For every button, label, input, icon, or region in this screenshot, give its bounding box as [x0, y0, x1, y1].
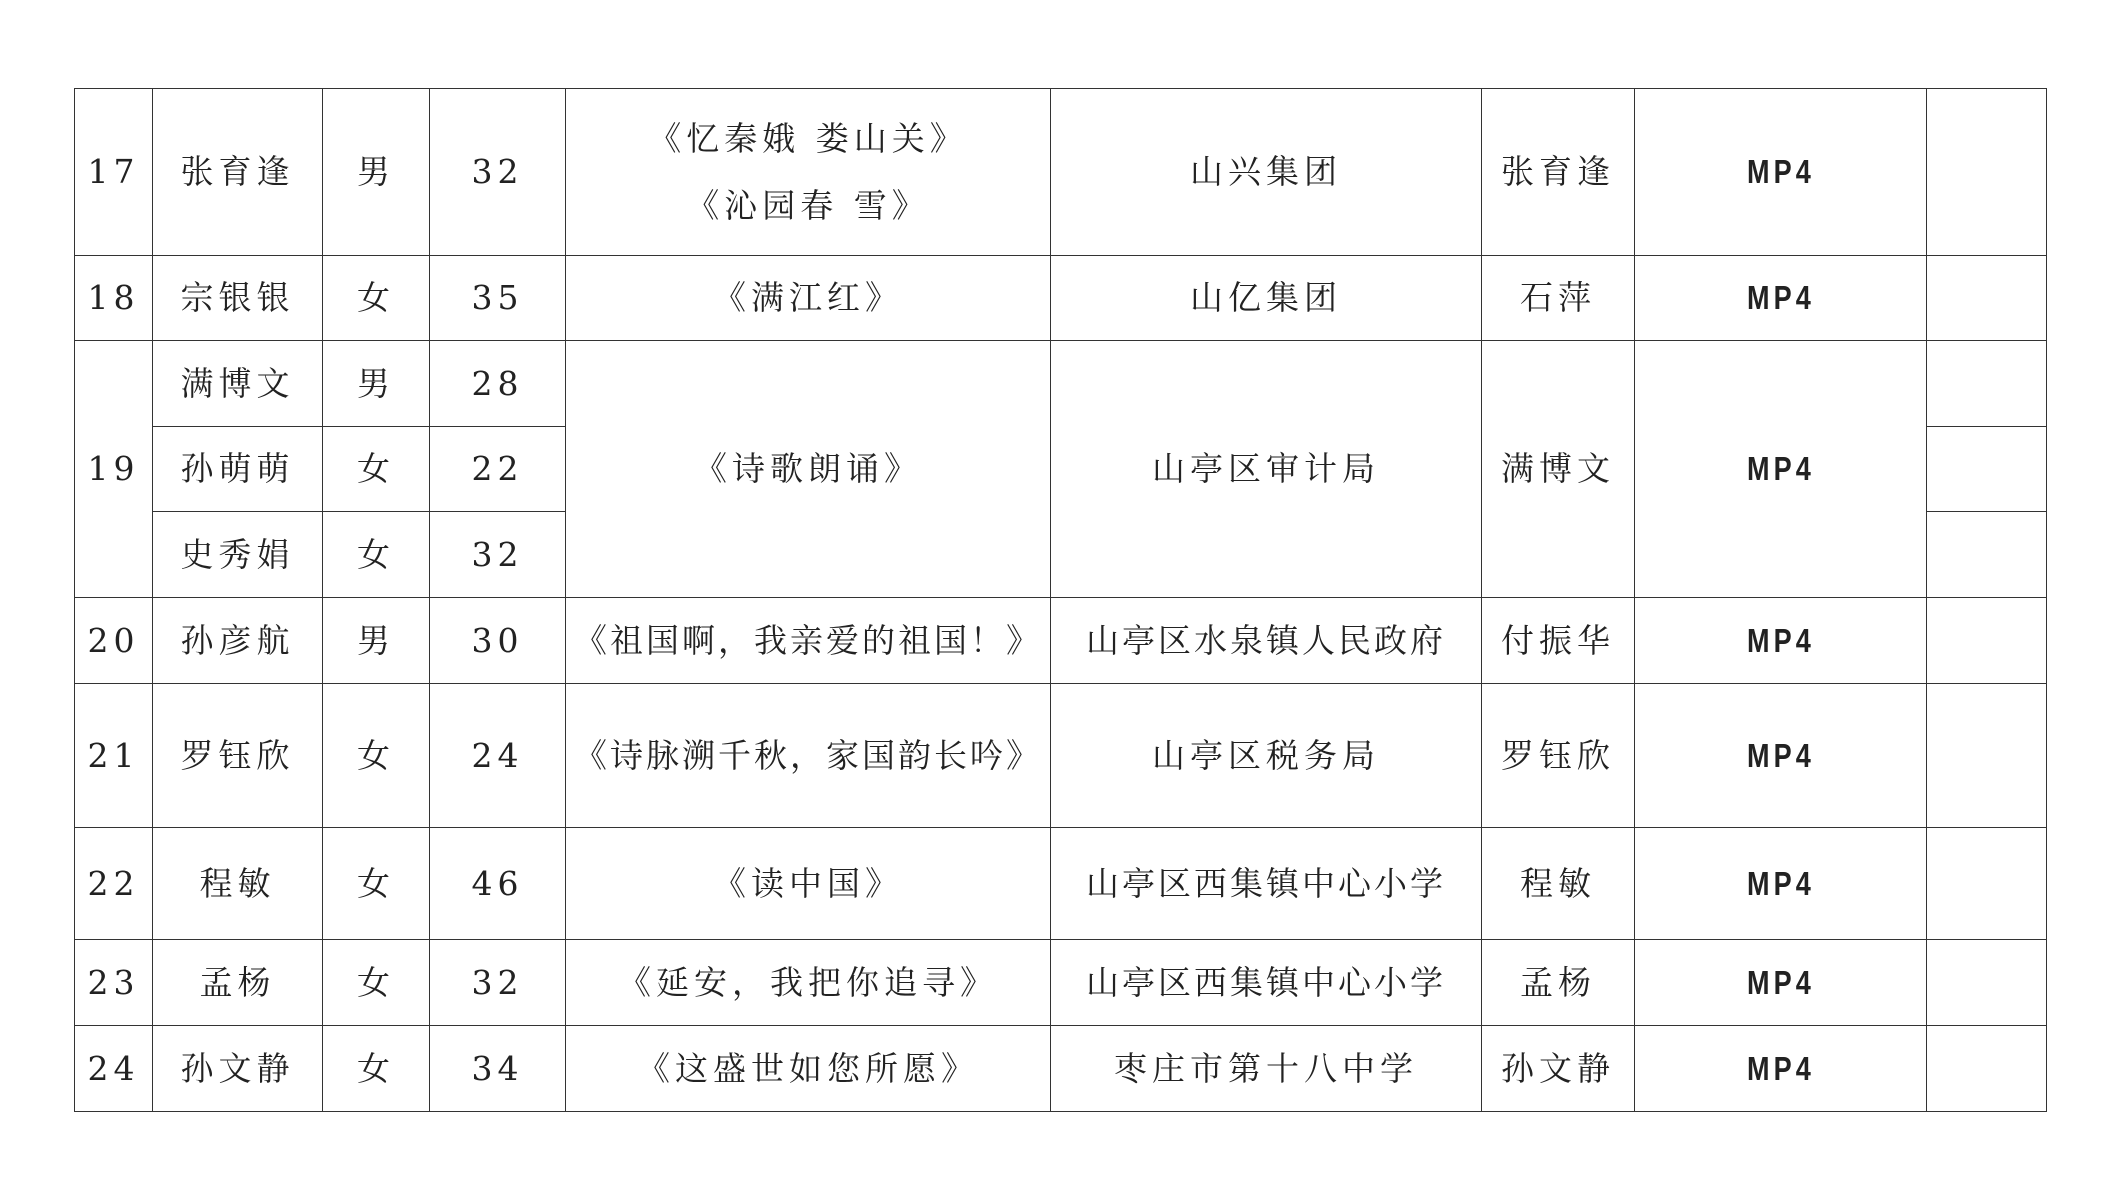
participant-gender: 女 — [323, 1026, 430, 1112]
participant-age: 28 — [430, 341, 566, 427]
contact-name: 石萍 — [1482, 256, 1635, 341]
table-row — [75, 89, 2047, 256]
row-number: 22 — [75, 828, 153, 940]
participant-gender: 女 — [323, 512, 430, 598]
file-format: MP4 — [1661, 256, 1900, 341]
file-format: MP4 — [1661, 684, 1900, 828]
file-format: MP4 — [1661, 828, 1900, 940]
participant-age: 32 — [430, 89, 566, 256]
work-title: 《诗歌朗诵》 — [566, 341, 1051, 598]
participant-age: 46 — [430, 828, 566, 940]
work-title-line: 《忆秦娥 娄山关》 — [648, 118, 968, 158]
row-number: 19 — [75, 341, 153, 598]
unit-name: 山亿集团 — [1051, 256, 1482, 341]
table-row — [75, 1026, 2047, 1112]
file-format: MP4 — [1661, 1026, 1900, 1112]
row-number: 18 — [75, 256, 153, 341]
table-row — [75, 598, 2047, 684]
remarks-cell — [1927, 512, 2047, 598]
file-format: MP4 — [1661, 940, 1900, 1026]
file-format: MP4 — [1661, 598, 1900, 684]
participant-gender: 男 — [323, 598, 430, 684]
participant-age: 22 — [430, 427, 566, 512]
entry-table — [74, 88, 2047, 1112]
unit-name: 山亭区水泉镇人民政府 — [1051, 598, 1482, 684]
table-row — [75, 940, 2047, 1026]
participant-name: 孟杨 — [153, 940, 323, 1026]
participant-gender: 女 — [323, 828, 430, 940]
work-title-cell — [566, 89, 1051, 256]
participant-name: 孙萌萌 — [153, 427, 323, 512]
remarks-cell — [1927, 89, 2047, 256]
file-format: MP4 — [1661, 341, 1900, 598]
work-title: 《满江红》 — [566, 256, 1051, 341]
table-row — [75, 828, 2047, 940]
remarks-cell — [1927, 598, 2047, 684]
row-number: 20 — [75, 598, 153, 684]
work-title-line: 《沁园春 雪》 — [686, 186, 930, 225]
work-title: 《这盛世如您所愿》 — [566, 1026, 1051, 1112]
participant-gender: 男 — [323, 89, 430, 256]
contact-name: 孟杨 — [1482, 940, 1635, 1026]
remarks-cell — [1927, 684, 2047, 828]
file-format: MP4 — [1661, 89, 1900, 256]
row-number: 21 — [75, 684, 153, 828]
contact-name: 程敏 — [1482, 828, 1635, 940]
work-title: 《延安，我把你追寻》 — [566, 940, 1051, 1026]
unit-name: 枣庄市第十八中学 — [1051, 1026, 1482, 1112]
row-number: 24 — [75, 1026, 153, 1112]
participant-gender: 女 — [323, 427, 430, 512]
remarks-cell — [1927, 256, 2047, 341]
contact-name: 孙文静 — [1482, 1026, 1635, 1112]
participant-gender: 男 — [323, 341, 430, 427]
remarks-cell — [1927, 828, 2047, 940]
remarks-cell — [1927, 1026, 2047, 1112]
work-title: 《诗脉溯千秋，家国韵长吟》 — [566, 684, 1051, 828]
table-row — [75, 684, 2047, 828]
unit-name: 山兴集团 — [1051, 89, 1482, 256]
participant-age: 32 — [430, 512, 566, 598]
table-row — [75, 256, 2047, 341]
unit-name: 山亭区审计局 — [1051, 341, 1482, 598]
participant-gender: 女 — [323, 684, 430, 828]
contact-name: 罗钰欣 — [1482, 684, 1635, 828]
participant-name: 满博文 — [153, 341, 323, 427]
participant-gender: 女 — [323, 940, 430, 1026]
participant-age: 32 — [430, 940, 566, 1026]
table-row — [75, 341, 2047, 427]
remarks-cell — [1927, 427, 2047, 512]
work-title: 《祖国啊，我亲爱的祖国！》 — [566, 598, 1051, 684]
row-number: 17 — [75, 89, 153, 256]
row-number: 23 — [75, 940, 153, 1026]
contact-name: 满博文 — [1482, 341, 1635, 598]
unit-name: 山亭区税务局 — [1051, 684, 1482, 828]
participant-age: 34 — [430, 1026, 566, 1112]
participant-name: 宗银银 — [153, 256, 323, 341]
participant-name: 史秀娟 — [153, 512, 323, 598]
participant-age: 35 — [430, 256, 566, 341]
participant-name: 张育逢 — [153, 89, 323, 256]
contact-name: 付振华 — [1482, 598, 1635, 684]
participant-name: 孙文静 — [153, 1026, 323, 1112]
contact-name: 张育逢 — [1482, 89, 1635, 256]
participant-name: 罗钰欣 — [153, 684, 323, 828]
unit-name: 山亭区西集镇中心小学 — [1051, 940, 1482, 1026]
participant-name: 孙彦航 — [153, 598, 323, 684]
unit-name: 山亭区西集镇中心小学 — [1051, 828, 1482, 940]
participant-age: 24 — [430, 684, 566, 828]
remarks-cell — [1927, 940, 2047, 1026]
participant-gender: 女 — [323, 256, 430, 341]
work-title: 《读中国》 — [566, 828, 1051, 940]
participant-age: 30 — [430, 598, 566, 684]
remarks-cell — [1927, 341, 2047, 427]
participant-name: 程敏 — [153, 828, 323, 940]
